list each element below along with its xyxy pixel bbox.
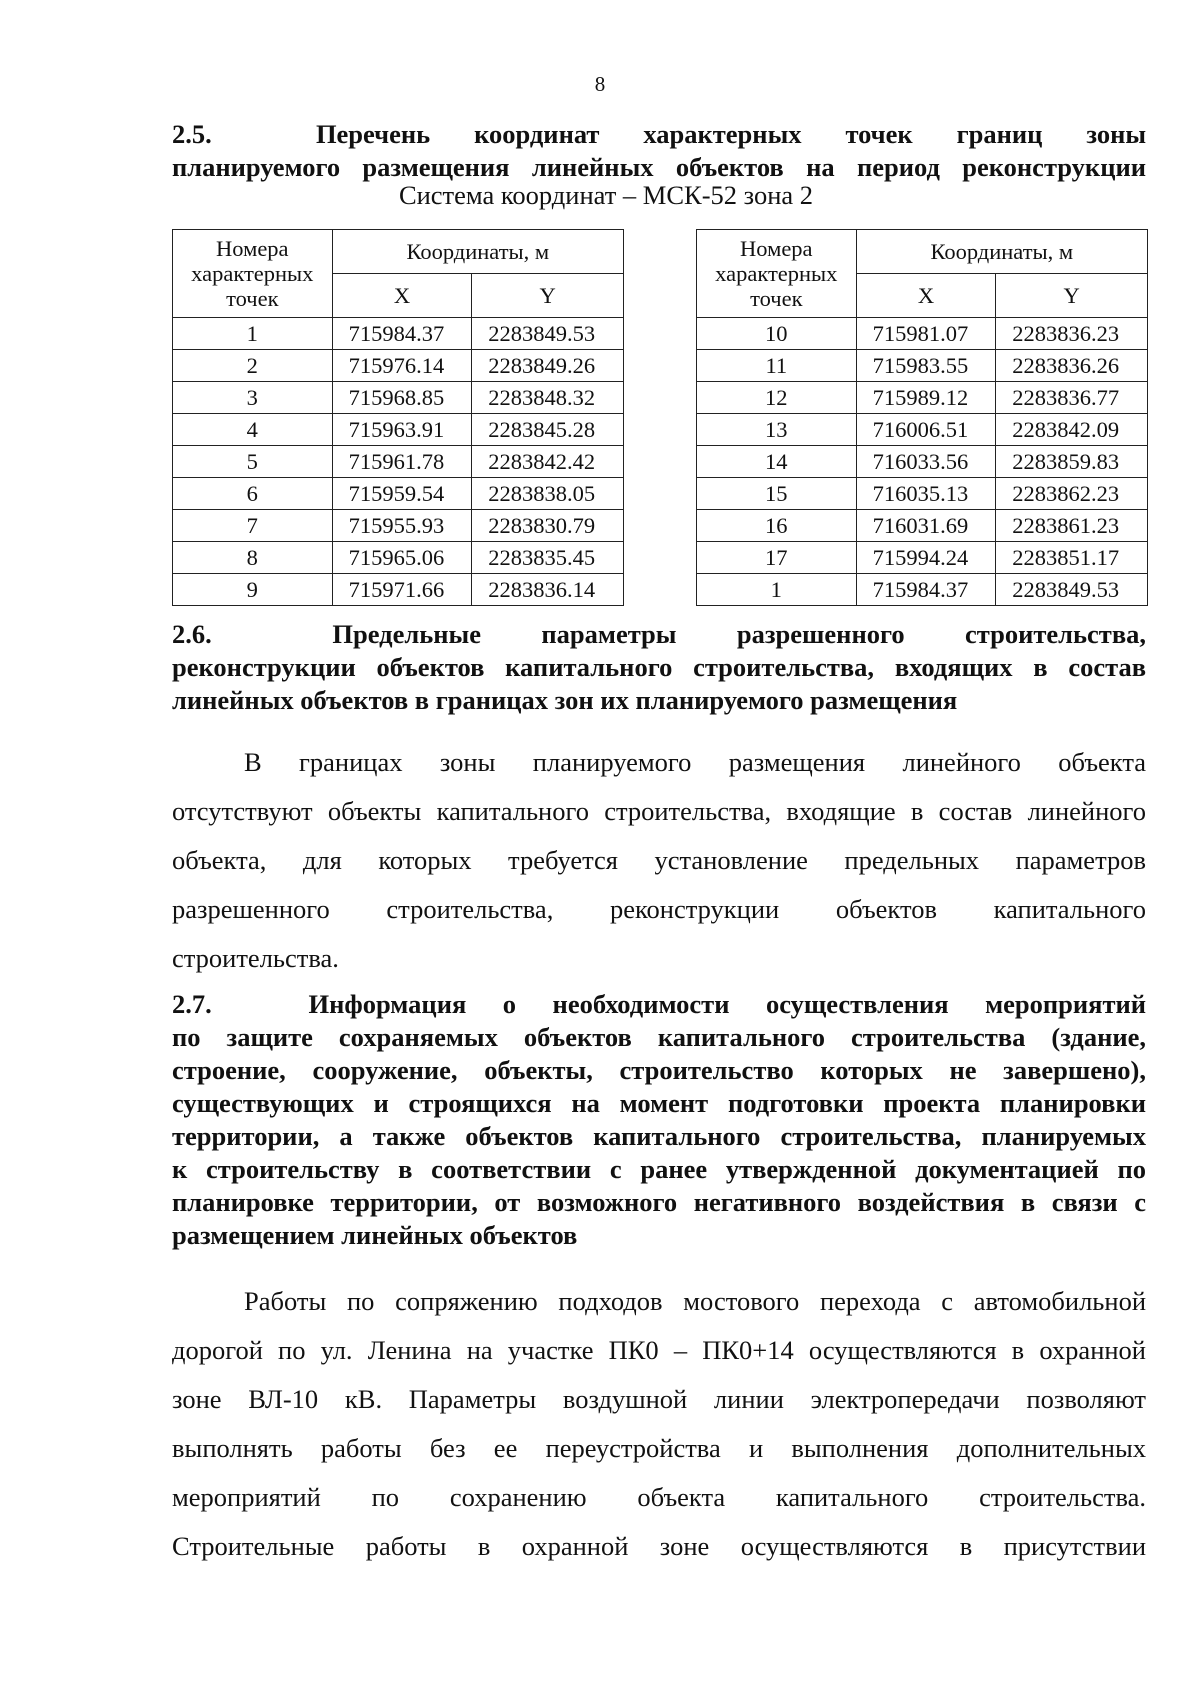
heading-word: зоны <box>1086 119 1147 149</box>
heading-word: о <box>502 989 517 1019</box>
x-coordinate-cell: 715971.66 <box>332 574 472 606</box>
x-coordinate-cell: 715994.24 <box>856 542 996 574</box>
paragraph-line: дорогой по ул. Ленина на участке ПК0 – ПК0+14 осуществляются в охранной <box>172 1335 1146 1365</box>
section-2-6-heading <box>172 618 1146 717</box>
point-number-cell: 14 <box>697 446 857 478</box>
table-row <box>173 350 624 382</box>
coordinates-table-right <box>696 229 1148 606</box>
paragraph-line: В границах зоны планируемого размещения линейного объекта <box>244 747 1146 777</box>
point-number-cell: 16 <box>697 510 857 542</box>
table-row <box>697 542 1148 574</box>
table-row <box>173 318 624 350</box>
x-coordinate-cell: 715961.78 <box>332 446 472 478</box>
y-coordinate-cell: 2283836.23 <box>996 318 1148 350</box>
x-coordinate-cell: 715965.06 <box>332 542 472 574</box>
heading-word: Предельные <box>332 619 481 649</box>
table-row <box>173 446 624 478</box>
section-2-5-heading <box>172 118 1146 184</box>
y-coordinate-cell: 2283849.26 <box>472 350 624 382</box>
heading-word: мероприятий <box>985 989 1147 1019</box>
x-coordinate-cell: 715968.85 <box>332 382 472 414</box>
y-coordinate-cell: 2283862.23 <box>996 478 1148 510</box>
heading-word: строительства, <box>965 619 1146 649</box>
header-x: X <box>856 274 996 318</box>
y-coordinate-cell: 2283849.53 <box>472 318 624 350</box>
y-coordinate-cell: 2283836.14 <box>472 574 624 606</box>
paragraph-line: разрешенного строительства, реконструкции объектов капитального <box>172 894 1146 924</box>
y-coordinate-cell: 2283861.23 <box>996 510 1148 542</box>
paragraph-line: Работы по сопряжению подходов мостового перехода с автомобильной <box>244 1286 1146 1316</box>
heading-word: необходимости <box>552 989 730 1019</box>
table-body-right <box>697 318 1148 606</box>
heading-word: параметры <box>541 619 677 649</box>
point-number-cell: 9 <box>173 574 333 606</box>
header-coordinates: Координаты, м <box>332 230 623 274</box>
x-coordinate-cell: 715981.07 <box>856 318 996 350</box>
heading-word: Информация <box>308 989 467 1019</box>
table-row <box>697 574 1148 606</box>
table-row <box>697 510 1148 542</box>
heading-line: территории, а также объектов капитального строительства, планируемых <box>172 1121 1146 1151</box>
y-coordinate-cell: 2283848.32 <box>472 382 624 414</box>
heading-line: размещением линейных объектов <box>172 1220 578 1250</box>
heading-line: существующих и строящихся на момент подготовки проекта планировки <box>172 1088 1146 1118</box>
table-row <box>697 478 1148 510</box>
y-coordinate-cell: 2283836.77 <box>996 382 1148 414</box>
table-row <box>173 478 624 510</box>
point-number-cell: 6 <box>173 478 333 510</box>
y-coordinate-cell: 2283842.42 <box>472 446 624 478</box>
heading-line: реконструкции объектов капитального строительства, входящих в состав <box>172 652 1146 682</box>
point-number-cell: 5 <box>173 446 333 478</box>
heading-line: строение, сооружение, объекты, строительство которых не завершено), <box>172 1055 1146 1085</box>
y-coordinate-cell: 2283849.53 <box>996 574 1148 606</box>
table-body-left <box>173 318 624 606</box>
table-row <box>173 510 624 542</box>
header-coordinates: Координаты, м <box>856 230 1147 274</box>
paragraph-line: мероприятий по сохранению объекта капитального строительства. <box>172 1482 1146 1512</box>
point-number-cell: 1 <box>173 318 333 350</box>
x-coordinate-cell: 715955.93 <box>332 510 472 542</box>
heading-word: Перечень <box>315 119 431 149</box>
section-2-7-paragraph <box>172 1277 1146 1571</box>
table-row <box>697 414 1148 446</box>
heading-word: осуществления <box>765 989 949 1019</box>
section-number: 2.7. <box>172 989 212 1019</box>
table-row <box>697 318 1148 350</box>
heading-word: границ <box>956 119 1043 149</box>
x-coordinate-cell: 715959.54 <box>332 478 472 510</box>
y-coordinate-cell: 2283842.09 <box>996 414 1148 446</box>
x-coordinate-cell: 715983.55 <box>856 350 996 382</box>
point-number-cell: 10 <box>697 318 857 350</box>
heading-line: линейных объектов в границах зон их планируемого размещения <box>172 685 958 715</box>
point-number-cell: 12 <box>697 382 857 414</box>
section-2-7-first-line <box>100 988 1146 1021</box>
section-number: 2.6. <box>172 619 212 649</box>
coordinates-table-left <box>172 229 624 606</box>
table-row <box>697 446 1148 478</box>
point-number-cell: 13 <box>697 414 857 446</box>
point-number-cell: 17 <box>697 542 857 574</box>
section-2-6-first-line <box>100 618 1146 651</box>
paragraph-line: отсутствуют объекты капитального строительства, входящие в состав линейного <box>172 796 1146 826</box>
heading-line: по защите сохраняемых объектов капитального строительства (здание, <box>172 1022 1146 1052</box>
y-coordinate-cell: 2283859.83 <box>996 446 1148 478</box>
header-points: Номера характерных точек <box>173 230 333 318</box>
paragraph-line: объекта, для которых требуется установление предельных параметров <box>172 845 1146 875</box>
heading-line: планируемого размещения линейных объектов на период реконструкции <box>172 152 1146 182</box>
section-2-5-first-line <box>100 118 1146 151</box>
header-y: Y <box>472 274 624 318</box>
heading-word: координат <box>474 119 600 149</box>
point-number-cell: 3 <box>173 382 333 414</box>
point-number-cell: 15 <box>697 478 857 510</box>
y-coordinate-cell: 2283838.05 <box>472 478 624 510</box>
y-coordinate-cell: 2283851.17 <box>996 542 1148 574</box>
paragraph-line: выполнять работы без ее переустройства и выполнения дополнительных <box>172 1433 1146 1463</box>
point-number-cell: 7 <box>173 510 333 542</box>
table-row <box>173 542 624 574</box>
header-x: X <box>332 274 472 318</box>
x-coordinate-cell: 716035.13 <box>856 478 996 510</box>
y-coordinate-cell: 2283836.26 <box>996 350 1148 382</box>
x-coordinate-cell: 715976.14 <box>332 350 472 382</box>
section-2-6-paragraph <box>172 738 1146 983</box>
table-row <box>173 414 624 446</box>
point-number-cell: 11 <box>697 350 857 382</box>
table-row <box>173 574 624 606</box>
section-number: 2.5. <box>172 119 212 149</box>
y-coordinate-cell: 2283835.45 <box>472 542 624 574</box>
x-coordinate-cell: 716033.56 <box>856 446 996 478</box>
x-coordinate-cell: 716031.69 <box>856 510 996 542</box>
x-coordinate-cell: 715963.91 <box>332 414 472 446</box>
heading-word: разрешенного <box>736 619 905 649</box>
x-coordinate-cell: 715984.37 <box>332 318 472 350</box>
point-number-cell: 4 <box>173 414 333 446</box>
table-row <box>173 382 624 414</box>
header-y: Y <box>996 274 1148 318</box>
table-row <box>697 350 1148 382</box>
y-coordinate-cell: 2283830.79 <box>472 510 624 542</box>
heading-line: планировке территории, от возможного негативного воздействия в связи с <box>172 1187 1146 1217</box>
table-row <box>697 382 1148 414</box>
heading-word: точек <box>845 119 913 149</box>
paragraph-line: зоне ВЛ-10 кВ. Параметры воздушной линии электропередачи позволяют <box>172 1384 1146 1414</box>
point-number-cell: 2 <box>173 350 333 382</box>
point-number-cell: 8 <box>173 542 333 574</box>
paragraph-line: Строительные работы в охранной зоне осуществляются в присутствии <box>172 1531 1146 1561</box>
x-coordinate-cell: 715989.12 <box>856 382 996 414</box>
heading-word: характерных <box>643 119 802 149</box>
section-2-7-heading <box>172 988 1146 1252</box>
coordinate-system-caption: Система координат – МСК-52 зона 2 <box>398 180 814 210</box>
page-number: 8 <box>594 72 606 96</box>
x-coordinate-cell: 716006.51 <box>856 414 996 446</box>
y-coordinate-cell: 2283845.28 <box>472 414 624 446</box>
point-number-cell: 1 <box>697 574 857 606</box>
x-coordinate-cell: 715984.37 <box>856 574 996 606</box>
paragraph-line: строительства. <box>172 943 339 973</box>
header-points: Номера характерных точек <box>697 230 857 318</box>
heading-line: к строительству в соответствии с ранее утвержденной документацией по <box>172 1154 1146 1184</box>
